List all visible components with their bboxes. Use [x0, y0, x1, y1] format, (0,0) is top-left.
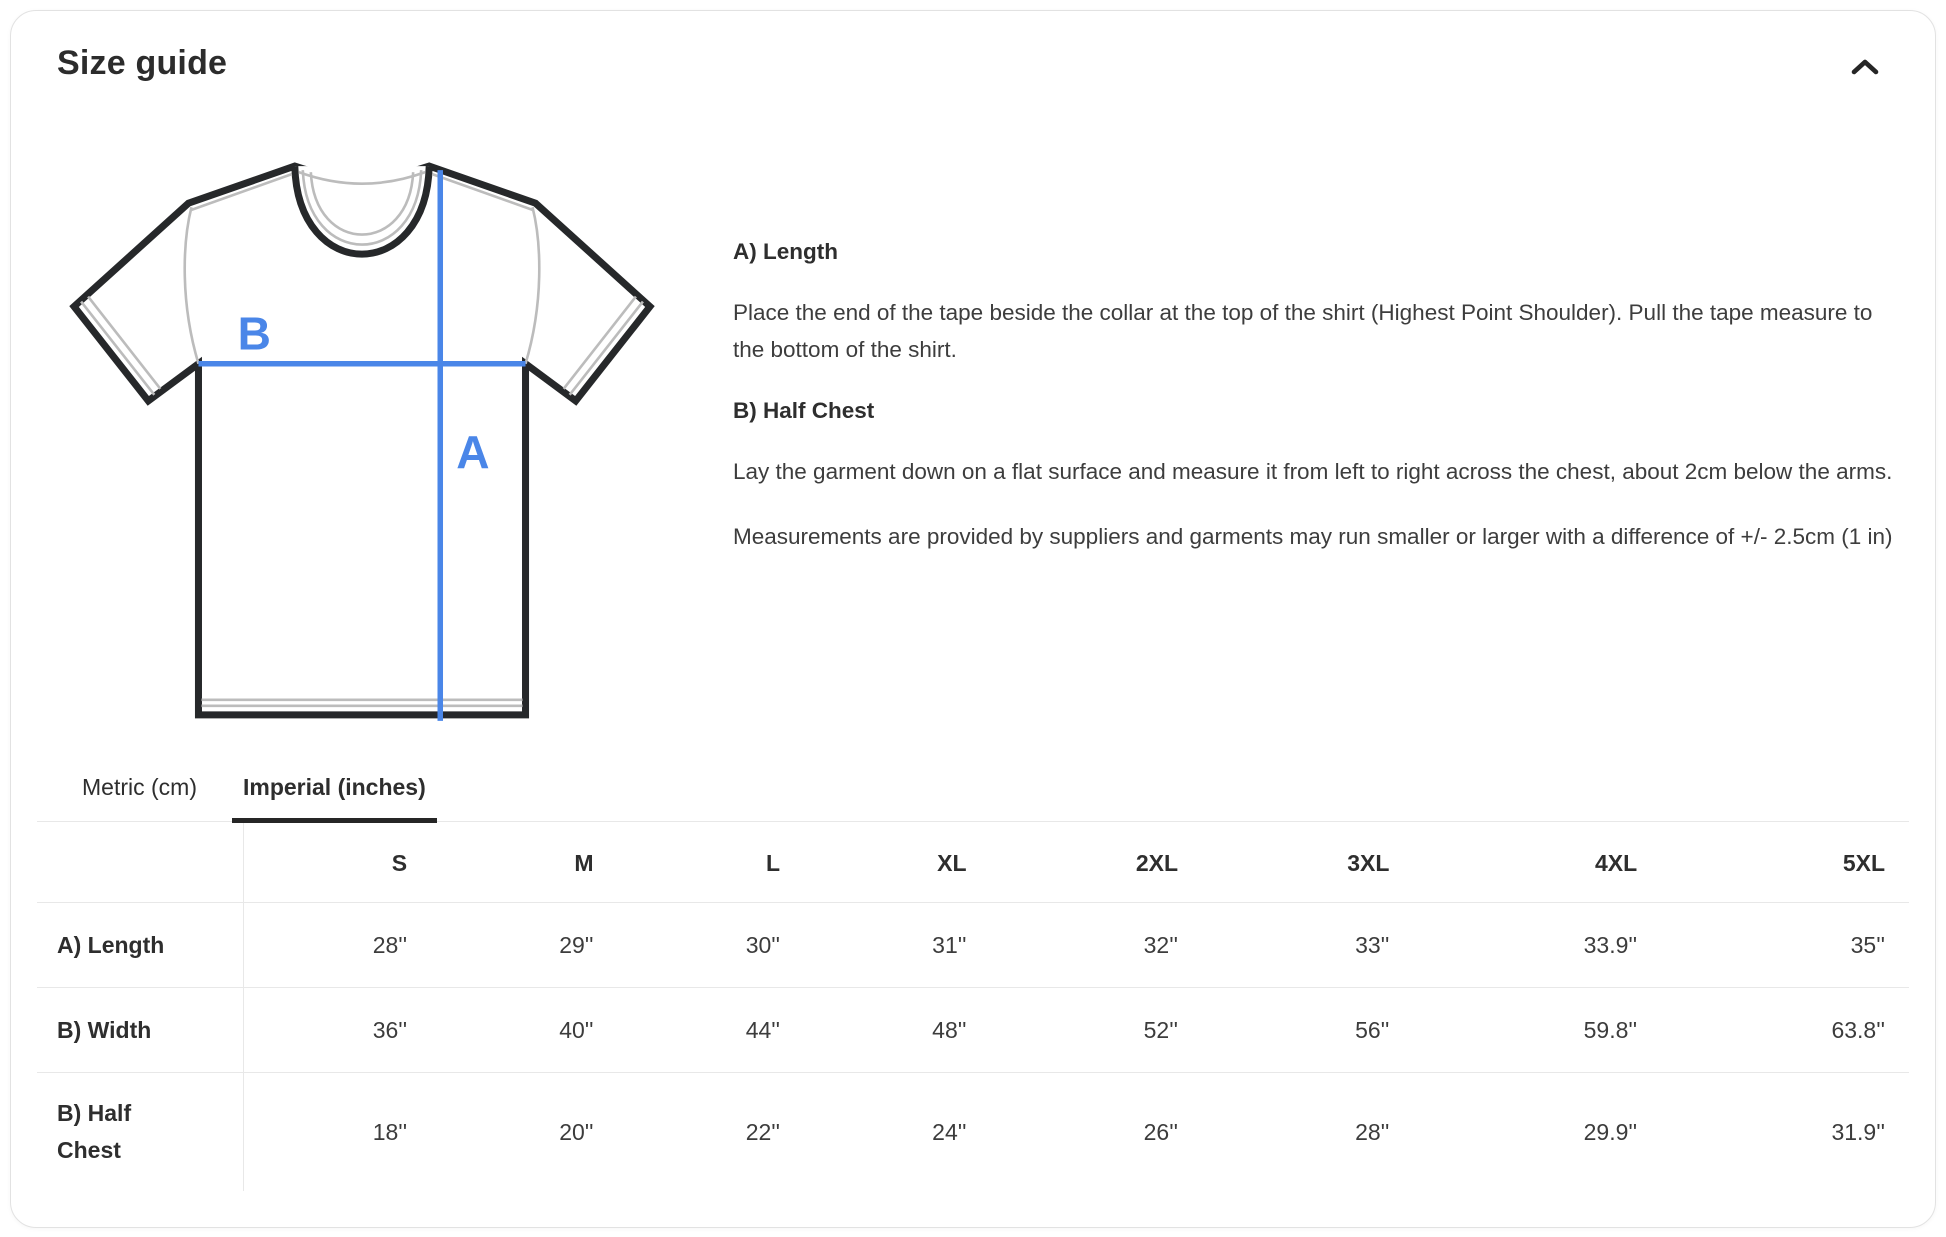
- size-table-body: [37, 903, 1909, 1192]
- size-value-cell: 18'': [372, 1119, 408, 1145]
- size-row-label-text: A) Length: [57, 931, 165, 958]
- size-column-header: L: [766, 850, 781, 876]
- tab-imperial[interactable]: Imperial (inches): [232, 760, 437, 821]
- page-title: Size guide: [57, 44, 228, 82]
- size-value-cell: 28'': [372, 932, 408, 958]
- size-value-cell: 32'': [1143, 932, 1178, 958]
- size-guide-header: [37, 39, 1909, 95]
- size-value-cell: 31.9'': [1831, 1119, 1885, 1145]
- size-column-header: 2XL: [1135, 850, 1178, 876]
- size-value-cell: 20'': [559, 1119, 594, 1145]
- size-guide-content: [37, 129, 1909, 750]
- size-table-head: [37, 822, 1909, 903]
- size-value-cell: 63.8'': [1831, 1017, 1885, 1043]
- size-column-header: M: [574, 850, 594, 876]
- instruction-body-half-chest: Lay the garment down on a flat surface and measure it from left to right across the chest, about 2cm below the arms.: [733, 459, 1893, 484]
- size-value-cell: 22'': [745, 1119, 781, 1145]
- size-value-cell: 56'': [1355, 1017, 1390, 1043]
- tab-metric[interactable]: Metric (cm): [82, 774, 197, 800]
- instruction-body-length: Place the end of the tape beside the collar at the top of the shirt (Highest Point Shoulder). Pull the tape measure to the bottom of the shirt.: [733, 300, 1873, 362]
- size-row-label: [37, 1073, 243, 1192]
- size-table: [37, 822, 1909, 1191]
- size-value-cell: 44'': [745, 1017, 781, 1043]
- size-value-cell: 35'': [1850, 932, 1885, 958]
- size-value-cell: 36'': [372, 1017, 408, 1043]
- size-value-cell: 33.9'': [1583, 932, 1638, 958]
- size-row-label: [37, 988, 243, 1073]
- instruction-heading-half-chest: B) Half Chest: [733, 398, 875, 423]
- size-value-cell: 24'': [932, 1119, 967, 1145]
- size-table-corner-cell: [37, 822, 243, 903]
- size-value-cell: 30'': [745, 932, 781, 958]
- size-table-row: [37, 903, 1909, 988]
- instruction-heading-length: A) Length: [733, 239, 838, 264]
- size-value-cell: 33'': [1355, 932, 1390, 958]
- measurement-instructions: [693, 129, 1909, 750]
- size-value-cell: 28'': [1355, 1119, 1390, 1145]
- size-value-cell: 40'': [559, 1017, 594, 1043]
- size-value-cell: 26'': [1143, 1119, 1178, 1145]
- tshirt-illustration: [51, 143, 673, 745]
- chevron-up-icon: [1849, 57, 1881, 77]
- size-row-label-text: B) Width: [57, 1016, 152, 1043]
- size-value-cell: 29'': [559, 932, 594, 958]
- measure-label-b: B: [237, 307, 271, 360]
- measure-label-a: A: [456, 426, 490, 479]
- size-table-row: [37, 988, 1909, 1073]
- instruction-note: Measurements are provided by suppliers and garments may run smaller or larger with a difference of +/- 2.5cm (1 in): [733, 524, 1893, 549]
- size-column-header: 3XL: [1347, 850, 1390, 876]
- size-value-cell: 59.8'': [1583, 1017, 1638, 1043]
- size-column-header: XL: [937, 850, 967, 876]
- size-table-header-row: [37, 822, 1909, 903]
- size-column-header: 4XL: [1595, 850, 1638, 876]
- unit-tabs: [37, 760, 1909, 822]
- size-row-label: [37, 903, 243, 988]
- size-value-cell: 48'': [932, 1017, 967, 1043]
- size-column-header: S: [391, 850, 408, 876]
- collapse-button[interactable]: [1843, 45, 1887, 89]
- size-value-cell: 52'': [1143, 1017, 1178, 1043]
- size-value-cell: 29.9'': [1583, 1119, 1638, 1145]
- tshirt-diagram: [37, 129, 693, 750]
- size-guide-card: [10, 10, 1936, 1228]
- size-value-cell: 31'': [932, 932, 967, 958]
- size-column-header: 5XL: [1842, 850, 1885, 876]
- size-table-row: [37, 1073, 1909, 1192]
- size-row-label-text: B) Half Chest: [57, 1100, 132, 1163]
